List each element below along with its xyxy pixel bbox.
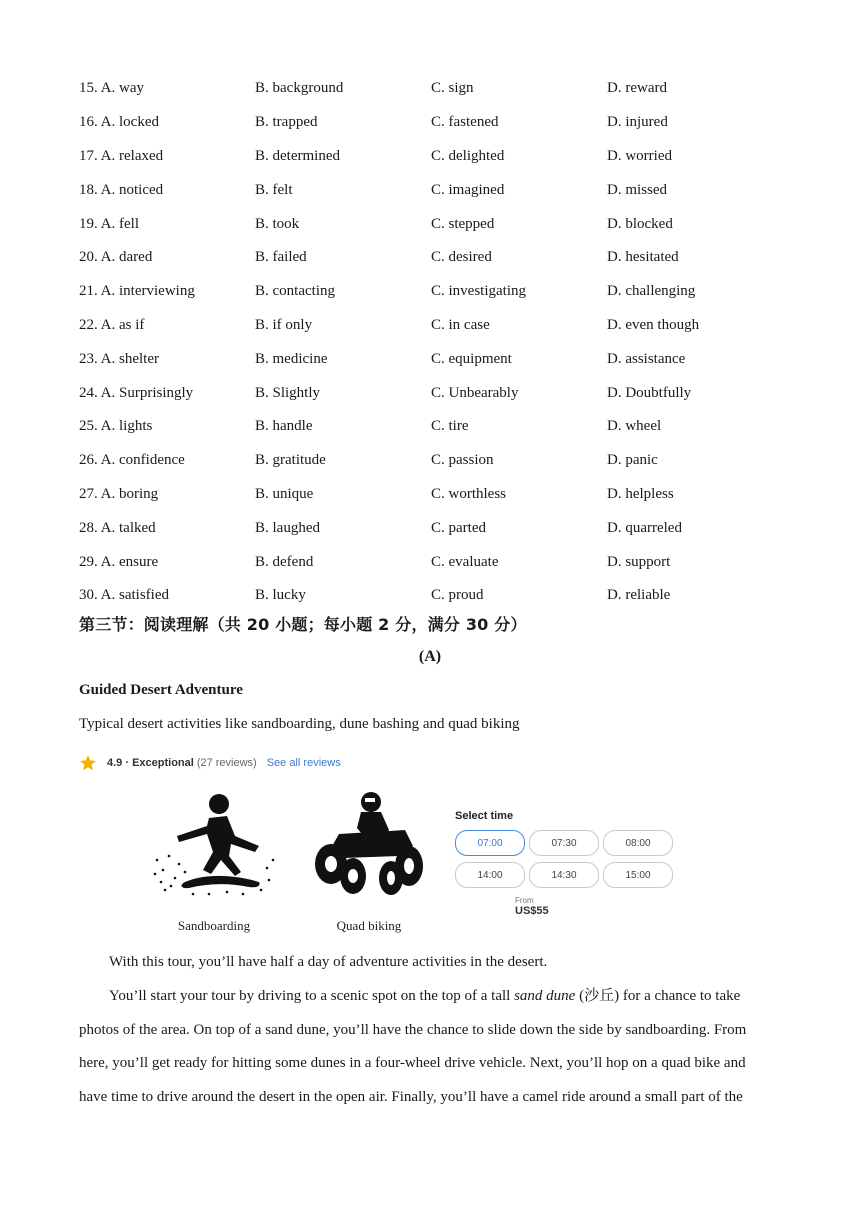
activity-label-sandboarding: Sandboarding xyxy=(177,918,251,933)
option-b: B. laughed xyxy=(255,519,320,536)
option-row xyxy=(79,106,779,140)
price-from-label: From xyxy=(515,896,534,905)
option-a: 22. A. as if xyxy=(79,316,145,333)
quad-bike-icon xyxy=(309,790,429,902)
option-d: D. quarreled xyxy=(607,519,682,536)
option-a: 19. A. fell xyxy=(79,215,139,232)
option-c: C. proud xyxy=(431,587,484,604)
paragraph-2-text-end: (沙丘) for a chance to take photos of the area. On top of a sand dune, you’ll have the chance to slide down the side by sandboarding. From here, you’ll get ready for hitting some dunes in a four-wheel drive vehicle. Next, you’ll hop on a quad bike and have time to drive around the desert in the open air. Finally, you’ll have a camel ride around a small part of the xyxy=(79,988,747,1106)
option-c: C. sign xyxy=(431,80,474,97)
option-c: C. passion xyxy=(431,452,494,469)
rating-row xyxy=(79,754,341,772)
option-c: C. investigating xyxy=(431,283,526,300)
option-a: 15. A. way xyxy=(79,80,144,97)
select-time-panel xyxy=(455,810,695,917)
option-row xyxy=(79,173,779,207)
paragraph-2-italic-term: sand dune xyxy=(514,988,576,1004)
option-d: D. challenging xyxy=(607,283,696,300)
passage-subtitle: Typical desert activities like sandboarding, dune bashing and quad biking xyxy=(79,716,520,732)
time-slot-button[interactable]: 14:00 xyxy=(455,862,525,888)
time-slot-button[interactable]: 14:30 xyxy=(529,862,599,888)
option-d: D. even though xyxy=(607,316,700,333)
time-slot-button[interactable]: 08:00 xyxy=(603,830,673,856)
option-b: B. medicine xyxy=(255,350,328,367)
option-c: C. worthless xyxy=(431,485,506,502)
option-c: C. evaluate xyxy=(431,553,499,570)
option-a: 16. A. locked xyxy=(79,114,159,131)
quad-biking-illustration xyxy=(294,790,444,940)
option-a: 24. A. Surprisingly xyxy=(79,384,194,401)
option-row xyxy=(79,342,779,376)
option-row xyxy=(79,579,779,613)
option-c: C. stepped xyxy=(431,215,495,232)
option-row xyxy=(79,478,779,512)
option-b: B. felt xyxy=(255,181,293,198)
tour-card xyxy=(79,750,699,940)
option-d: D. Doubtfully xyxy=(607,384,692,401)
time-slot-button[interactable]: 07:00 xyxy=(455,830,525,856)
option-b: B. contacting xyxy=(255,283,335,300)
paragraph-2-text-start: You’ll start your tour by driving to a scenic spot on the top of a tall xyxy=(109,988,515,1004)
option-b: B. lucky xyxy=(255,587,306,604)
select-time-title: Select time xyxy=(455,810,514,822)
option-row xyxy=(79,140,779,174)
option-a: 25. A. lights xyxy=(79,418,153,435)
passage-label: (A) xyxy=(418,648,442,665)
option-b: B. if only xyxy=(255,316,313,333)
option-row xyxy=(79,309,779,343)
passage-title: Guided Desert Adventure xyxy=(79,682,243,698)
option-a: 17. A. relaxed xyxy=(79,147,164,164)
price-value: US$55 xyxy=(515,905,549,917)
time-slot-grid xyxy=(455,830,695,888)
option-row xyxy=(79,410,779,444)
time-slot-button[interactable]: 15:00 xyxy=(603,862,673,888)
option-row xyxy=(79,545,779,579)
star-icon xyxy=(79,754,97,772)
option-c: C. desired xyxy=(431,249,492,266)
option-b: B. handle xyxy=(255,418,313,435)
option-a: 30. A. satisfied xyxy=(79,587,169,604)
option-d: D. reward xyxy=(607,80,667,97)
option-d: D. panic xyxy=(607,452,658,469)
option-row xyxy=(79,444,779,478)
option-b: B. Slightly xyxy=(255,384,321,401)
option-d: D. wheel xyxy=(607,418,662,435)
option-b: B. failed xyxy=(255,249,307,266)
rating-score: 4.9 · Exceptional xyxy=(107,757,194,769)
option-b: B. unique xyxy=(255,485,314,502)
option-c: C. tire xyxy=(431,418,469,435)
option-d: D. reliable xyxy=(607,587,671,604)
option-a: 20. A. dared xyxy=(79,249,153,266)
option-a: 28. A. talked xyxy=(79,519,156,536)
option-c: C. imagined xyxy=(431,181,505,198)
option-a: 27. A. boring xyxy=(79,485,159,502)
option-a: 18. A. noticed xyxy=(79,181,164,198)
option-b: B. determined xyxy=(255,147,340,164)
option-d: D. assistance xyxy=(607,350,686,367)
option-row xyxy=(79,72,779,106)
option-row xyxy=(79,241,779,275)
option-b: B. background xyxy=(255,80,344,97)
option-c: C. in case xyxy=(431,316,490,333)
option-c: C. delighted xyxy=(431,147,505,164)
option-d: D. missed xyxy=(607,181,667,198)
option-d: D. support xyxy=(607,553,671,570)
activity-label-quad-biking: Quad biking xyxy=(336,918,402,933)
option-d: D. blocked xyxy=(607,215,673,232)
option-a: 26. A. confidence xyxy=(79,452,185,469)
sandboarding-illustration xyxy=(139,790,289,940)
option-c: C. equipment xyxy=(431,350,512,367)
option-a: 21. A. interviewing xyxy=(79,283,195,300)
option-b: B. gratitude xyxy=(255,452,326,469)
see-all-reviews-link[interactable]: See all reviews xyxy=(266,757,341,769)
time-slot-button[interactable]: 07:30 xyxy=(529,830,599,856)
option-b: B. took xyxy=(255,215,300,232)
option-row xyxy=(79,207,779,241)
option-b: B. defend xyxy=(255,553,314,570)
option-row xyxy=(79,376,779,410)
option-a: 29. A. ensure xyxy=(79,553,159,570)
section-heading: 第三节：阅读理解（共 20 小题；每小题 2 分，满分 30 分） xyxy=(79,615,527,634)
option-d: D. helpless xyxy=(607,485,674,502)
option-d: D. worried xyxy=(607,147,672,164)
option-b: B. trapped xyxy=(255,114,318,131)
option-row xyxy=(79,275,779,309)
answer-options-table xyxy=(79,72,779,613)
option-c: C. parted xyxy=(431,519,486,536)
paragraph-1: With this tour, you’ll have half a day of adventure activities in the desert. xyxy=(109,954,548,970)
option-c: C. fastened xyxy=(431,114,499,131)
option-c: C. Unbearably xyxy=(431,384,519,401)
option-row xyxy=(79,511,779,545)
rating-count: (27 reviews) xyxy=(196,757,257,769)
option-d: D. hesitated xyxy=(607,249,679,266)
option-a: 23. A. shelter xyxy=(79,350,159,367)
paragraph-2 xyxy=(79,980,769,1115)
sandboarding-icon xyxy=(149,790,279,900)
option-d: D. injured xyxy=(607,114,668,131)
